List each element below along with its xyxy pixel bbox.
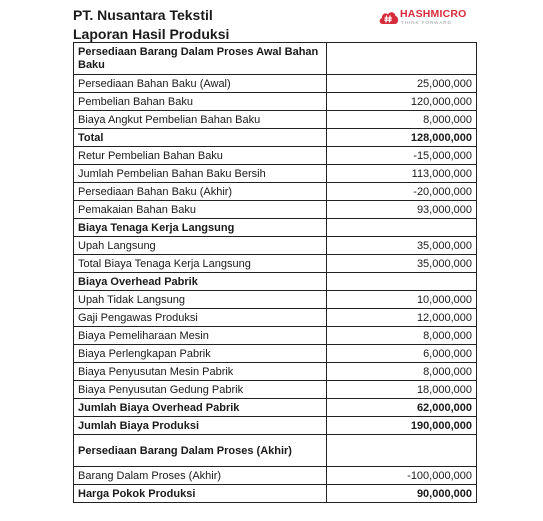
row-label: Pemakaian Bahan Baku <box>74 201 327 219</box>
table-row <box>74 485 477 503</box>
row-label: Barang Dalam Proses (Akhir) <box>74 467 327 485</box>
row-value: -100,000,000 <box>327 467 477 485</box>
table-row <box>74 417 477 435</box>
hashmicro-logo <box>378 6 474 28</box>
report-table-body <box>74 43 477 503</box>
table-row <box>74 381 477 399</box>
row-value: 120,000,000 <box>327 93 477 111</box>
table-row <box>74 255 477 273</box>
table-row <box>74 399 477 417</box>
row-value: 90,000,000 <box>327 485 477 503</box>
row-label: Upah Tidak Langsung <box>74 291 327 309</box>
row-label: Jumlah Biaya Overhead Pabrik <box>74 399 327 417</box>
row-value: 18,000,000 <box>327 381 477 399</box>
row-value: 35,000,000 <box>327 237 477 255</box>
row-value: 93,000,000 <box>327 201 477 219</box>
row-label: Jumlah Biaya Produksi <box>74 417 327 435</box>
table-row <box>74 309 477 327</box>
table-row <box>74 363 477 381</box>
company-name: PT. Nusantara Tekstil <box>73 7 213 23</box>
table-row <box>74 183 477 201</box>
row-value: 12,000,000 <box>327 309 477 327</box>
row-label: Biaya Penyusutan Gedung Pabrik <box>74 381 327 399</box>
row-value: 128,000,000 <box>327 129 477 147</box>
table-row <box>74 345 477 363</box>
table-row <box>74 201 477 219</box>
row-label: Retur Pembelian Bahan Baku <box>74 147 327 165</box>
row-value: 113,000,000 <box>327 165 477 183</box>
row-label: Biaya Pemeliharaan Mesin <box>74 327 327 345</box>
row-value: 8,000,000 <box>327 327 477 345</box>
table-row <box>74 327 477 345</box>
table-row <box>74 237 477 255</box>
row-label: Total Biaya Tenaga Kerja Langsung <box>74 255 327 273</box>
table-row <box>74 273 477 291</box>
row-value: 8,000,000 <box>327 363 477 381</box>
table-row <box>74 43 477 75</box>
row-value: -15,000,000 <box>327 147 477 165</box>
report-header <box>73 6 476 42</box>
row-label: Persediaan Bahan Baku (Awal) <box>74 75 327 93</box>
row-label: Jumlah Pembelian Bahan Baku Bersih <box>74 165 327 183</box>
row-label: Upah Langsung <box>74 237 327 255</box>
row-label: Biaya Angkut Pembelian Bahan Baku <box>74 111 327 129</box>
row-label: Persediaan Barang Dalam Proses (Akhir) <box>74 435 327 467</box>
row-value: 25,000,000 <box>327 75 477 93</box>
logo-tagline: THINK FORWARD <box>401 20 452 25</box>
row-value <box>327 43 477 75</box>
table-row <box>74 467 477 485</box>
row-value <box>327 273 477 291</box>
table-row <box>74 129 477 147</box>
row-label: Biaya Tenaga Kerja Langsung <box>74 219 327 237</box>
table-row <box>74 147 477 165</box>
table-row <box>74 219 477 237</box>
table-row <box>74 165 477 183</box>
row-label: Gaji Pengawas Produksi <box>74 309 327 327</box>
row-value <box>327 435 477 467</box>
row-value: -20,000,000 <box>327 183 477 201</box>
row-label: Biaya Perlengkapan Pabrik <box>74 345 327 363</box>
table-row <box>74 435 477 467</box>
row-value: 8,000,000 <box>327 111 477 129</box>
table-row <box>74 111 477 129</box>
row-label: Harga Pokok Produksi <box>74 485 327 503</box>
report-title: Laporan Hasil Produksi <box>73 26 230 42</box>
production-report-table <box>73 42 477 503</box>
row-value: 62,000,000 <box>327 399 477 417</box>
logo-wordmark: HASHMICRO <box>400 8 467 20</box>
hashmicro-cloud-icon <box>378 8 400 26</box>
table-row <box>74 75 477 93</box>
row-value: 35,000,000 <box>327 255 477 273</box>
row-label: Biaya Penyusutan Mesin Pabrik <box>74 363 327 381</box>
row-value <box>327 219 477 237</box>
row-label: Persediaan Bahan Baku (Akhir) <box>74 183 327 201</box>
row-value: 10,000,000 <box>327 291 477 309</box>
table-row <box>74 291 477 309</box>
row-label: Total <box>74 129 327 147</box>
row-label: Pembelian Bahan Baku <box>74 93 327 111</box>
row-value: 190,000,000 <box>327 417 477 435</box>
row-label: Persediaan Barang Dalam Proses Awal Bahan Baku <box>74 43 327 75</box>
row-value: 6,000,000 <box>327 345 477 363</box>
row-label: Biaya Overhead Pabrik <box>74 273 327 291</box>
table-row <box>74 93 477 111</box>
